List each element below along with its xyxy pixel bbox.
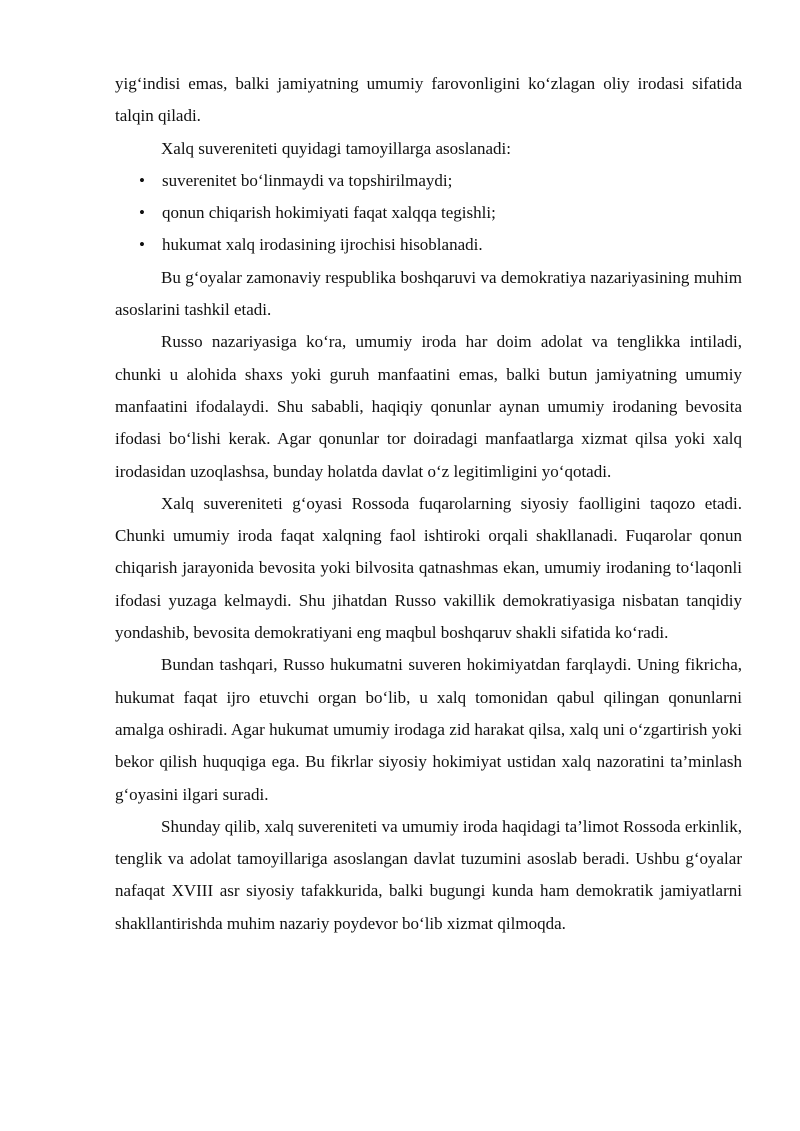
list-item-text: suverenitet bo‘linmaydi va topshirilmaydi; [162,170,453,190]
document-page [115,68,742,940]
bullet-marker: • [139,203,145,223]
list-item-text: qonun chiqarish hokimiyati faqat xalqqa tegishli; [162,203,496,223]
paragraph-civic-activity: Xalq suvereniteti g‘oyasi Rossoda fuqarolarning siyosiy faolligini taqozo etadi. Chunki umumiy iroda faqat xalqning faol ishtiroki orqali shakllanadi. Fuqarolar qonun chiqarish jarayonida bevosita yoki bilvosita qatnashmas ekan, umumiy irodaning to‘laqonli ifodasi yuzaga kelmaydi. Shu jihatdan Russo vakillik demokratiyasiga nisbatan tanqidiy yondashib, bevosita demokratiyani eng maqbul boshqaruv shakli sifatida ko‘radi. [115,493,742,643]
list-item [115,197,742,229]
paragraph-government: Bundan tashqari, Russo hukumatni suveren hokimiyatdan farqlaydi. Uning fikricha, hukumat faqat ijro etuvchi organ bo‘lib, u xalq tomonidan qabul qilingan qonunlarni amalga oshiradi. Agar hukumat umumiy irodaga zid harakat qilsa, xalq uni o‘zgartirish yoki bekor qilish huquqiga ega. Bu fikrlar siyosiy hokimiyat ustidan xalq nazoratini ta’minlash g‘oyasini ilgari suradi. [115,655,742,804]
list-item [115,165,742,197]
paragraph-list-intro: Xalq suvereniteti quyidagi tamoyillarga asoslanadi: [161,138,511,158]
paragraph-general-will: Russo nazariyasiga ko‘ra, umumiy iroda har doim adolat va tenglikka intiladi, chunki u alohida shaxs yoki guruh manfaatini emas, balki butun jamiyatning umumiy manfaatini ifodalaydi. Shu sababli, haqiqiy qonunlar aynan umumiy irodaning bevosita ifodasi bo‘lishi kerak. Agar qonunlar tor doiradagi manfaatlarga xizmat qilsa yoki xalq irodasidan uzoqlashsa, bunday holatda davlat o‘z legitimligini yo‘qotadi. [115,332,742,481]
paragraph-ideas: Bu g‘oyalar zamonaviy respublika boshqaruvi va demokratiya nazariyasining muhim asoslarini tashkil etadi. [115,267,742,320]
list-item [115,229,742,261]
paragraph-continuation: yig‘indisi emas, balki jamiyatning umumiy farovonligini ko‘zlagan oliy irodasi sifatida talqin qiladi. [115,74,742,126]
principles-list [115,165,742,262]
bullet-marker: • [139,170,145,190]
list-item-text: hukumat xalq irodasining ijrochisi hisoblanadi. [162,235,483,255]
paragraph-conclusion: Shunday qilib, xalq suvereniteti va umumiy iroda haqidagi ta’limot Rossoda erkinlik, tenglik va adolat tamoyillariga asoslangan davlat tuzumini asoslab beradi. Ushbu g‘oyalar nafaqat XVIII asr siyosiy tafakkurida, balki bugungi kunda ham demokratik jamiyatlarni shakllantirishda muhim nazariy poydevor bo‘lib xizmat qilmoqda. [115,816,742,933]
bullet-marker: • [139,235,145,255]
